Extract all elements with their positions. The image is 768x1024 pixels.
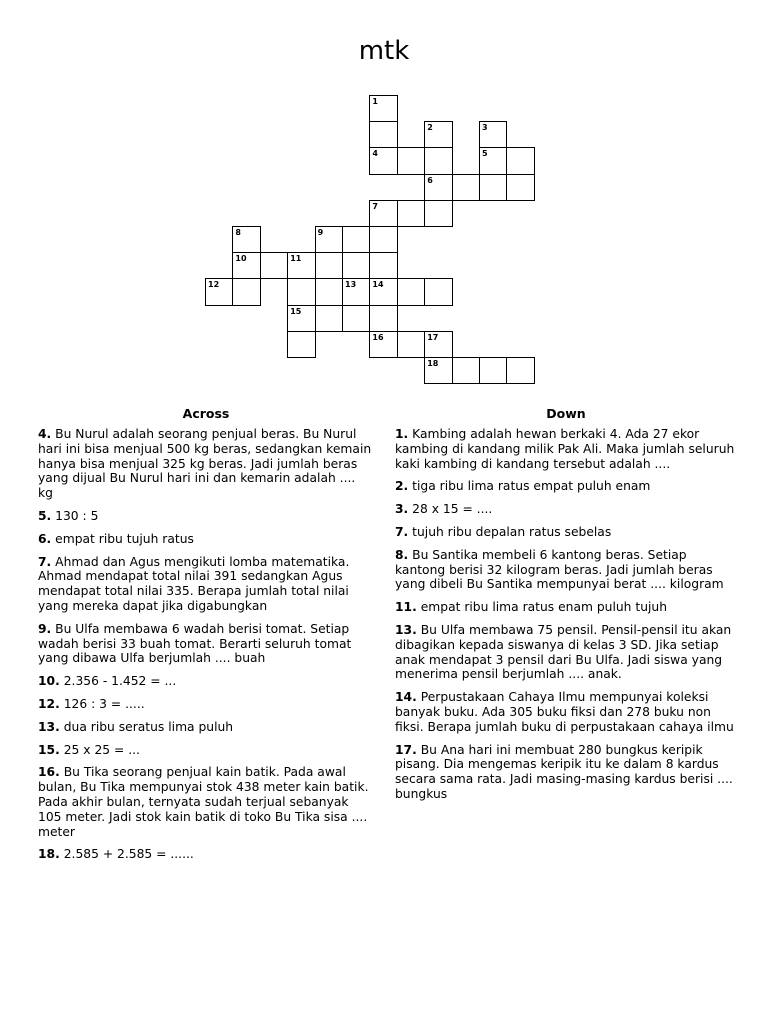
crossword-cell[interactable] (452, 174, 480, 201)
clue-text: tujuh ribu depalan ratus sebelas (412, 524, 612, 539)
across-clue (38, 622, 374, 666)
crossword-cell[interactable] (369, 121, 397, 148)
down-clue (395, 479, 737, 494)
clue-number: 5 (482, 149, 488, 159)
clue-number: 3. (395, 502, 409, 517)
across-clue (38, 765, 374, 839)
clue-number: 11. (395, 600, 417, 615)
crossword-cell[interactable] (232, 252, 260, 279)
crossword-cell[interactable] (369, 305, 397, 332)
crossword-cell[interactable] (479, 121, 507, 148)
clue-number: 4 (372, 149, 378, 159)
down-heading: Down (546, 406, 586, 421)
clue-number: 5. (38, 508, 52, 523)
clue-number: 15 (290, 306, 302, 316)
clue-text: Bu Ulfa membawa 75 pensil. Pensil-pensil itu akan dibagikan kepada siswanya di kelas 3 SD. Jika setiap anak mendapat 3 pensil dari Bu Ulfa. Jadi siswa yang menerima pensil berjumlah .... anak. (395, 622, 732, 682)
crossword-cell[interactable] (506, 147, 534, 174)
crossword-cell[interactable] (424, 147, 452, 174)
across-clue (38, 509, 374, 524)
crossword-cell[interactable] (424, 200, 452, 227)
clue-number: 9. (38, 621, 52, 636)
across-clue-list (38, 427, 374, 862)
crossword-cell[interactable] (205, 278, 233, 305)
crossword-cell[interactable] (369, 252, 397, 279)
clue-number: 15. (38, 742, 60, 757)
crossword-cell[interactable] (506, 357, 534, 384)
crossword-cell[interactable] (287, 252, 315, 279)
clue-number: 7. (395, 524, 409, 539)
clue-number: 9 (317, 228, 324, 237)
down-clue-list (395, 427, 737, 802)
crossword-cell[interactable] (397, 147, 425, 174)
crossword-grid (0, 0, 768, 400)
down-clue (395, 600, 737, 615)
clue-number: 13. (395, 622, 417, 637)
clue-text: Perpustakaan Cahaya Ilmu mempunyai koleksi banyak buku. Ada 305 buku fiksi dan 278 buku non fiksi. Berapa jumlah buku di perpustakaan cahaya ilmu (395, 690, 734, 734)
clue-number: 16. (38, 765, 60, 780)
crossword-cell[interactable] (424, 121, 452, 148)
across-clue (38, 697, 374, 712)
crossword-cell[interactable] (369, 331, 397, 358)
crossword-cell[interactable] (315, 252, 343, 279)
across-clue (38, 674, 374, 689)
crossword-cell[interactable] (369, 147, 397, 174)
crossword-cell[interactable] (287, 278, 315, 305)
clue-text: 2.585 + 2.585 = ...... (63, 847, 194, 862)
clue-text: Bu Nurul adalah seorang penjual beras. Bu Nurul hari ini bisa menjual 500 kg beras, sedangkan kemain hanya bisa menjual 325 kg beras. Jadi jumlah beras yang dijual Bu Nurul hari ini dan kemarin adalah .... kg (38, 427, 372, 501)
down-clue (395, 743, 737, 802)
clue-text: 2.356 - 1.452 = ... (63, 674, 177, 689)
clue-number: 14. (395, 690, 417, 705)
clue-number: 17 (427, 332, 439, 342)
clue-number: 6. (38, 531, 52, 546)
crossword-cell[interactable] (424, 331, 452, 358)
crossword-cell[interactable] (287, 305, 315, 332)
clue-text: tiga ribu lima ratus empat puluh enam (412, 479, 651, 494)
clue-number: 7 (372, 201, 378, 211)
clue-number: 16 (372, 332, 384, 342)
clue-number: 10 (235, 254, 247, 264)
across-clue (38, 427, 374, 501)
across-clue (38, 847, 374, 862)
clue-number: 18 (427, 359, 439, 368)
clue-number: 1 (372, 97, 378, 106)
down-section (395, 406, 737, 810)
down-clue (395, 427, 737, 471)
crossword-cell[interactable] (232, 226, 260, 253)
clue-number: 17. (395, 742, 417, 757)
crossword-cell[interactable] (369, 200, 397, 227)
crossword-cell[interactable] (424, 357, 452, 384)
crossword-cell[interactable] (315, 226, 343, 253)
clue-text: 130 : 5 (55, 508, 99, 523)
clue-number: 2. (395, 479, 409, 494)
clue-number: 13 (345, 280, 357, 290)
crossword-cell[interactable] (479, 147, 507, 174)
crossword-cell[interactable] (342, 305, 370, 332)
crossword-cell[interactable] (452, 357, 480, 384)
crossword-cell[interactable] (342, 252, 370, 279)
clue-number: 12. (38, 696, 60, 711)
clue-number: 6 (427, 175, 433, 185)
crossword-cell[interactable] (397, 200, 425, 227)
across-clue (38, 743, 374, 758)
clue-number: 11 (290, 254, 302, 264)
clue-number: 12 (208, 280, 220, 290)
across-section (38, 406, 374, 870)
clue-text: Kambing adalah hewan berkaki 4. Ada 27 ekor kambing di kandang milik Pak Ali. Maka jumlah seluruh kaki kambing di kandang tersebut adalah .... (395, 427, 735, 471)
crossword-cell[interactable] (479, 174, 507, 201)
down-clue (395, 525, 737, 540)
clue-text: dua ribu seratus lima puluh (63, 719, 234, 734)
clue-number: 3 (482, 123, 488, 133)
crossword-cell[interactable] (369, 278, 397, 305)
crossword-cell[interactable] (424, 174, 452, 201)
clue-number: 8 (235, 228, 241, 237)
clue-text: Bu Ana hari ini membuat 280 bungkus keripik pisang. Dia mengemas keripik itu ke dalam 8 kardus secara sama rata. Jadi masing-masing kardus berisi .... bungkus (395, 742, 733, 801)
down-clue (395, 502, 737, 517)
crossword-cell[interactable] (342, 278, 370, 305)
crossword-cell[interactable] (479, 357, 507, 384)
clue-text: empat ribu tujuh ratus (55, 531, 194, 546)
across-clue (38, 555, 374, 614)
crossword-cell[interactable] (397, 331, 425, 358)
clue-text: 126 : 3 = ..... (63, 696, 145, 711)
crossword-cell[interactable] (287, 331, 315, 358)
page-title: mtk (358, 36, 410, 66)
clue-number: 2 (427, 123, 433, 133)
clue-text: Bu Santika membeli 6 kantong beras. Setiap kantong berisi 32 kilogram beras. Jadi jumlah beras yang dibeli Bu Santika mempunyai berat .... kilogram (395, 547, 724, 592)
crossword-cell[interactable] (315, 305, 343, 332)
clue-number: 13. (38, 719, 60, 734)
crossword-cell[interactable] (232, 278, 260, 305)
crossword-cell[interactable] (369, 95, 397, 122)
down-clue (395, 623, 737, 682)
clue-text: Bu Tika seorang penjual kain batik. Pada awal bulan, Bu Tika mempunyai stok 438 meter kain batik. Pada akhir bulan, ternyata sudah terjual sebanyak 105 meter. Jadi stok kain batik di toko Bu Tika sisa .... meter (38, 765, 369, 839)
crossword-cell[interactable] (369, 226, 397, 253)
down-clue (395, 690, 737, 734)
crossword-cell[interactable] (424, 278, 452, 305)
down-clue (395, 548, 737, 592)
across-clue (38, 532, 374, 547)
crossword-cell[interactable] (397, 278, 425, 305)
crossword-cell[interactable] (506, 174, 534, 201)
clue-text: empat ribu lima ratus enam puluh tujuh (420, 600, 668, 615)
clue-number: 18. (38, 847, 60, 862)
clue-number: 4. (38, 427, 52, 441)
clue-text: Bu Ulfa membawa 6 wadah berisi tomat. Setiap wadah berisi 33 buah tomat. Berarti seluruh tomat yang dibawa Ulfa berjumlah .... buah (38, 621, 352, 666)
clue-number: 1. (395, 427, 409, 441)
across-heading: Across (182, 406, 230, 421)
clue-text: Ahmad dan Agus mengikuti lomba matematika. Ahmad mendapat total nilai 391 sedangkan Agus mendapat total nilai 335. Berapa jumlah total nilai yang mereka dapat jika digabungkan (38, 554, 350, 613)
clue-number: 14 (372, 280, 384, 290)
crossword-cell[interactable] (342, 226, 370, 253)
clue-number: 10. (38, 674, 60, 689)
clue-text: 25 x 25 = ... (63, 742, 140, 757)
crossword-cell[interactable] (260, 252, 288, 279)
across-clue (38, 720, 374, 735)
clue-text: 28 x 15 = .... (412, 502, 493, 517)
clue-number: 8. (395, 547, 409, 562)
clue-number: 7. (38, 554, 52, 569)
